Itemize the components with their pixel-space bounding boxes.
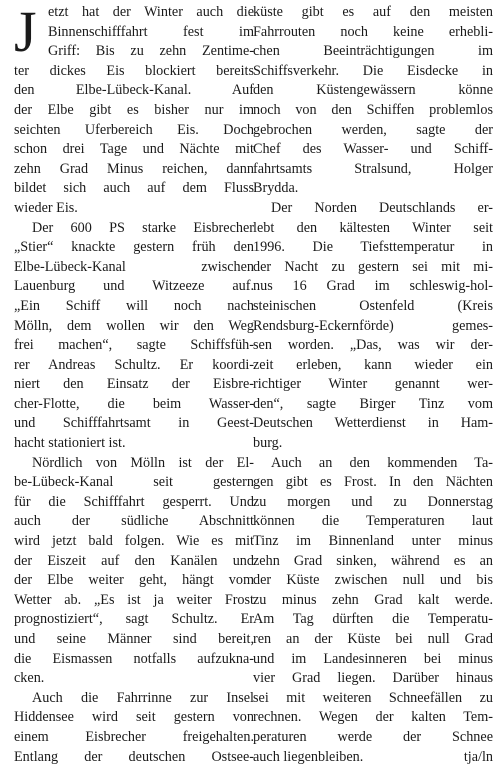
text-line: der Nacht zu gestern sei mit mi-: [253, 258, 493, 275]
article-column-left: [14, 0, 254, 767]
text-line: und Schifffahrtsamt in Geest-: [14, 415, 254, 432]
text-line: chen Beeinträchtigungen im: [253, 43, 493, 60]
text-line: hacht stationiert ist.: [14, 435, 126, 452]
text-line: Hiddensee wird seit gestern von: [14, 709, 254, 726]
text-line: gen gibt es Frost. In den Nächten: [253, 474, 493, 491]
text-line: einem Eisbrecher freigehalten.: [14, 728, 254, 745]
text-line: Binnenschifffahrt fest im: [48, 23, 254, 40]
text-line: küste gibt es auf den meisten: [253, 4, 493, 20]
text-line: Brydda.: [253, 180, 299, 197]
text-line: und im Landesinneren bei minus: [253, 650, 493, 667]
text-line: Wetter ab. „Es ist ja weiter Frost: [14, 591, 254, 608]
text-line: können die Temperaturen laut: [253, 513, 493, 530]
text-line: der Elbe weiter geht, hängt vom: [14, 572, 254, 589]
text-line: den Elbe-Lübeck-Kanal. Auf: [14, 82, 254, 99]
text-line: etzt hat der Winter auch die: [48, 4, 254, 20]
text-line: wieder Eis.: [14, 199, 78, 216]
text-line: „Ein Schiff will noch nach: [14, 297, 254, 314]
text-line: Elbe-Lübeck-Kanal zwischen: [14, 258, 254, 275]
text-line: cken.: [14, 670, 45, 687]
text-line: nus 16 Grad im schleswig-hol-: [253, 278, 493, 295]
text-line: Mölln, dem wollen wir den Weg: [14, 317, 254, 334]
text-line: Am Tag dürften die Temperatu-: [253, 611, 493, 628]
text-line: rer Andreas Schultz. Er koordi-: [14, 356, 254, 373]
drop-cap: J: [14, 0, 37, 64]
text-line: steinischen Ostenfeld (Kreis: [253, 297, 493, 314]
text-line: richtiger Winter genannt wer-: [253, 376, 493, 393]
text-line: Deutschen Wetterdienst in Ham-: [253, 415, 493, 432]
text-line: Chef des Wasser- und Schiff-: [253, 141, 493, 158]
text-line: burg.: [253, 435, 283, 452]
text-line: zehn Grad sinken, während es an: [253, 552, 493, 569]
text-line: ter dickes Eis blockiert bereits: [14, 62, 254, 79]
author-signature: tja/ln: [463, 748, 493, 765]
text-line: Schiffsverkehr. Die Eisdecke in: [253, 62, 493, 79]
text-line: Entlang der deutschen Ostsee-: [14, 748, 254, 765]
text-line: Der 600 PS starke Eisbrecher: [32, 219, 254, 236]
text-line: „Stier“ knackte gestern früh den: [14, 239, 254, 256]
text-line: zu minus zehn Grad kalt werde.: [253, 591, 493, 608]
text-line: fahrtsamts Stralsund, Holger: [253, 160, 493, 177]
text-line: die Eismassen notfalls aufzukna-: [14, 650, 254, 667]
text-line: zu morgen und zu Donnerstag: [253, 493, 493, 510]
text-line: der Elbe gibt es bisher nur im: [14, 101, 254, 118]
text-line: der Küste zwischen null und bis: [253, 572, 493, 589]
text-line: Lauenburg und Witzeeze auf.: [14, 278, 254, 295]
text-line: für die Schifffahrt gesperrt. Und: [14, 493, 254, 510]
text-line: Nördlich von Mölln ist der El-: [32, 454, 254, 471]
text-line: 1996. Die Tiefsttemperatur in: [253, 239, 493, 256]
text-line: Auch die Fahrrinne zur Insel: [32, 689, 254, 706]
text-line: cher-Flotte, die beim Wasser-: [14, 395, 254, 412]
text-line: Griff: Bis zu zehn Zentime-: [48, 43, 254, 60]
text-line: niert den Einsatz der Eisbre-: [14, 376, 254, 393]
text-line: rechnen. Wegen der kalten Tem-: [253, 709, 493, 726]
text-line: den“, sagte Birger Tinz vom: [253, 395, 493, 412]
text-line: auch der südliche Abschnitt: [14, 513, 254, 530]
text-line: Fahrrouten noch keine erhebli-: [253, 23, 493, 40]
text-line: schon drei Tage und Nächte mit: [14, 141, 254, 158]
text-line: auch liegenbleiben.: [253, 748, 364, 765]
text-line: der Eiszeit auf den Kanälen und: [14, 552, 254, 569]
article-column-right: [253, 3, 493, 767]
text-line: zehn Grad Minus reichen, dann: [14, 160, 254, 177]
text-line: bildet sich auch auf dem Fluss: [14, 180, 254, 197]
text-line: den Küstengewässern könne: [253, 82, 493, 99]
text-line: Der Norden Deutschlands er-: [271, 199, 493, 216]
text-line: sen worden. „Das, was wir der-: [253, 337, 493, 354]
text-line: Rendsburg-Eckernförde) gemes-: [253, 317, 493, 334]
text-line: noch von den Schiffen problemlos: [253, 101, 493, 118]
text-line: ren an der Küste bei null Grad: [253, 631, 493, 647]
text-line: gebrochen werden, sagte der: [253, 121, 493, 138]
text-line: Auch an den kommenden Ta-: [271, 454, 493, 471]
text-line: und seine Männer sind bereit,: [14, 631, 254, 647]
text-line: seichten Uferbereich Eis. Doch: [14, 121, 254, 138]
text-line: lebt den kältesten Winter seit: [253, 219, 493, 236]
text-line: frei machen“, sagte Schiffsfüh-: [14, 337, 254, 354]
text-line: sei mit weiteren Schneefällen zu: [253, 689, 493, 706]
text-line: vier Grad liegen. Darüber hinaus: [253, 670, 493, 687]
text-line: be-Lübeck-Kanal seit gestern: [14, 474, 254, 491]
text-line: Tinz im Binnenland unter minus: [253, 533, 493, 550]
text-line: wird jetzt bald folgen. Wie es mit: [14, 533, 254, 550]
text-line: prognostiziert“, sagt Schultz. Er: [14, 611, 254, 628]
text-line: peraturen werde der Schnee: [253, 728, 493, 745]
text-line: zeit erleben, kann wieder ein: [253, 356, 493, 373]
text-line-final: [253, 748, 493, 767]
